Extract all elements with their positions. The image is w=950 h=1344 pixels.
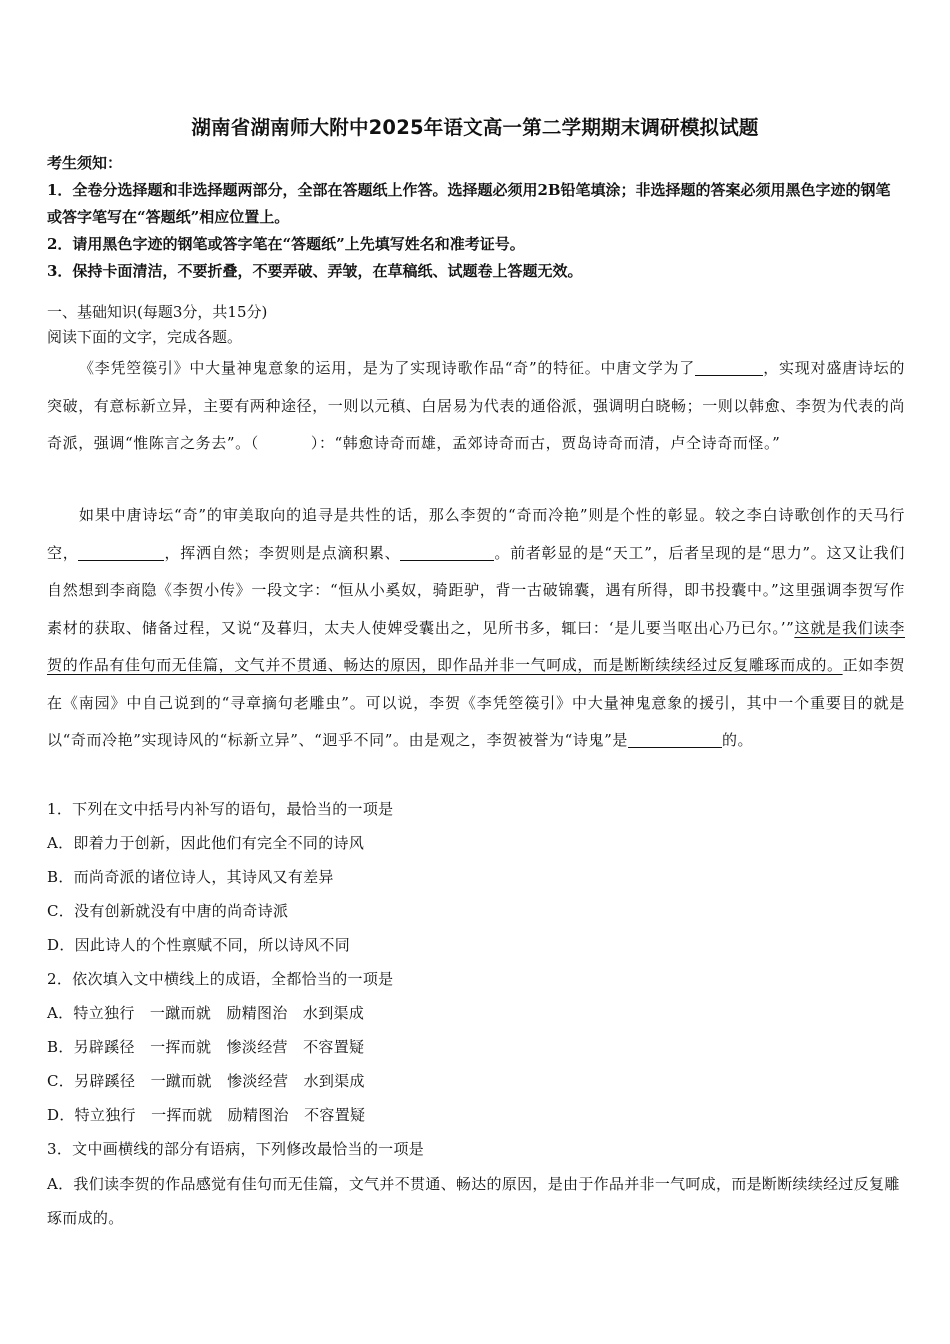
question-list bbox=[47, 792, 905, 1166]
question-stem: 2．依次填入文中横线上的成语，全都恰当的一项是 bbox=[47, 970, 394, 988]
passage-paragraph-2 bbox=[47, 497, 905, 760]
passage-text: 如果中唐诗坛“奇”的审美取向的追寻是共性的话，那么李贺的“奇而冷艳”则是个性的彰显。较之李白诗歌创作的天马行空， bbox=[47, 506, 905, 562]
fill-blank bbox=[400, 545, 494, 561]
passage-paragraph-1 bbox=[47, 350, 905, 463]
option-item: B．另辟蹊径 一挥而就 惨淡经营 不容置疑 bbox=[47, 1038, 365, 1056]
exam-title: 湖南省湖南师大附中2025年语文高一第二学期期末调研模拟试题 bbox=[191, 116, 759, 139]
notice-heading: 考生须知： bbox=[47, 154, 123, 172]
passage-text: 正如李贺在《南园》中自己说到的“寻章摘句老雕虫”。可以说，李贺《李凭箜篌引》中大量神鬼意象的援引，其中一个重要目的就是以“奇而冷艳”实现诗风的“标新立异”、“迥乎不同”。由是观之，李贺被誉为“诗鬼”是 bbox=[47, 656, 906, 749]
option-item: B．而尚奇派的诸位诗人，其诗风又有差异 bbox=[47, 868, 334, 886]
passage-text: 《李凭箜篌引》中大量神鬼意象的运用，是为了实现诗歌作品“奇”的特征。中唐文学为了 bbox=[79, 359, 696, 377]
option-item: C．另辟蹊径 一蹴而就 惨淡经营 水到渠成 bbox=[47, 1072, 365, 1090]
notice-item: 1．全卷分选择题和非选择题两部分，全部在答题纸上作答。选择题必须用2B铅笔填涂；非选择题的答案必须用黑色字迹的钢笔或答字笔写在“答题纸”相应位置上。 bbox=[47, 181, 891, 226]
passage-text: ，实现对盛唐诗坛的突破，有意标新立异，主要有两种途径，一则以元稹、白居易为代表的通俗派，强调明白晓畅；一则以韩愈、李贺为代表的尚奇派，强调“惟陈言之务去”。（ bbox=[47, 359, 906, 452]
fill-blank bbox=[628, 732, 722, 748]
notice-item: 2．请用黑色字迹的钢笔或答字笔在“答题纸”上先填写姓名和准考证号。 bbox=[47, 235, 525, 253]
passage-text: ，挥洒自然；李贺则是点滴积累、 bbox=[164, 543, 401, 562]
section-instruction: 阅读下面的文字，完成各题。 bbox=[47, 328, 243, 346]
option-item: D．特立独行 一挥而就 励精图治 不容置疑 bbox=[47, 1106, 366, 1124]
passage-text: 。前者彰显的是“天工”，后者呈现的是“思力”。这又让我们自然想到李商隐《李贺小传》一段文字：“恒从小奚奴，骑距驴，背一古破锦囊，遇有所得，即书投囊中。”这里强调李贺写作素材的获取、储备过程，又说“及暮归，太夫人使婢受囊出之，见所书多，辄曰：‘是儿要当呕出心乃已尔。’” bbox=[47, 543, 905, 637]
candidate-notice bbox=[47, 150, 903, 285]
option-item: A．我们读李贺的作品感觉有佳句而无佳篇，文气并不贯通、畅达的原因，是由于作品并非一气呵成，而是断断续续经过反复雕琢而成的。 bbox=[47, 1175, 900, 1227]
passage-text: ）：“韩愈诗奇而雄，孟郊诗奇而古，贾岛诗奇而清，卢仝诗奇而怪。” bbox=[310, 434, 781, 452]
fill-blank bbox=[695, 360, 763, 376]
option-item: D．因此诗人的个性禀赋不同，所以诗风不同 bbox=[47, 936, 351, 954]
question-stem: 3．文中画横线的部分有语病，下列修改最恰当的一项是 bbox=[47, 1140, 425, 1158]
section-heading: 一、基础知识(每题3分，共15分) bbox=[47, 303, 268, 321]
fill-blank bbox=[78, 545, 164, 561]
option-item: A．即着力于创新，因此他们有完全不同的诗风 bbox=[47, 834, 365, 852]
underlined-sentence: 这就是我们读李贺的作品有佳句而无佳篇，文气并不贯通、畅达的原因，即作品并非一气呵成，而是断断续续经过反复雕琢而成的。 bbox=[47, 618, 905, 674]
option-item: A．特立独行 一蹴而就 励精图治 水到渠成 bbox=[47, 1004, 365, 1022]
notice-item: 3．保持卡面清洁，不要折叠，不要弄破、弄皱，在草稿纸、试题卷上答题无效。 bbox=[47, 262, 583, 280]
option-item: C．没有创新就没有中唐的尚奇诗派 bbox=[47, 902, 289, 920]
passage-text: 的。 bbox=[721, 731, 754, 749]
question-stem: 1．下列在文中括号内补写的语句，最恰当的一项是 bbox=[47, 800, 394, 818]
